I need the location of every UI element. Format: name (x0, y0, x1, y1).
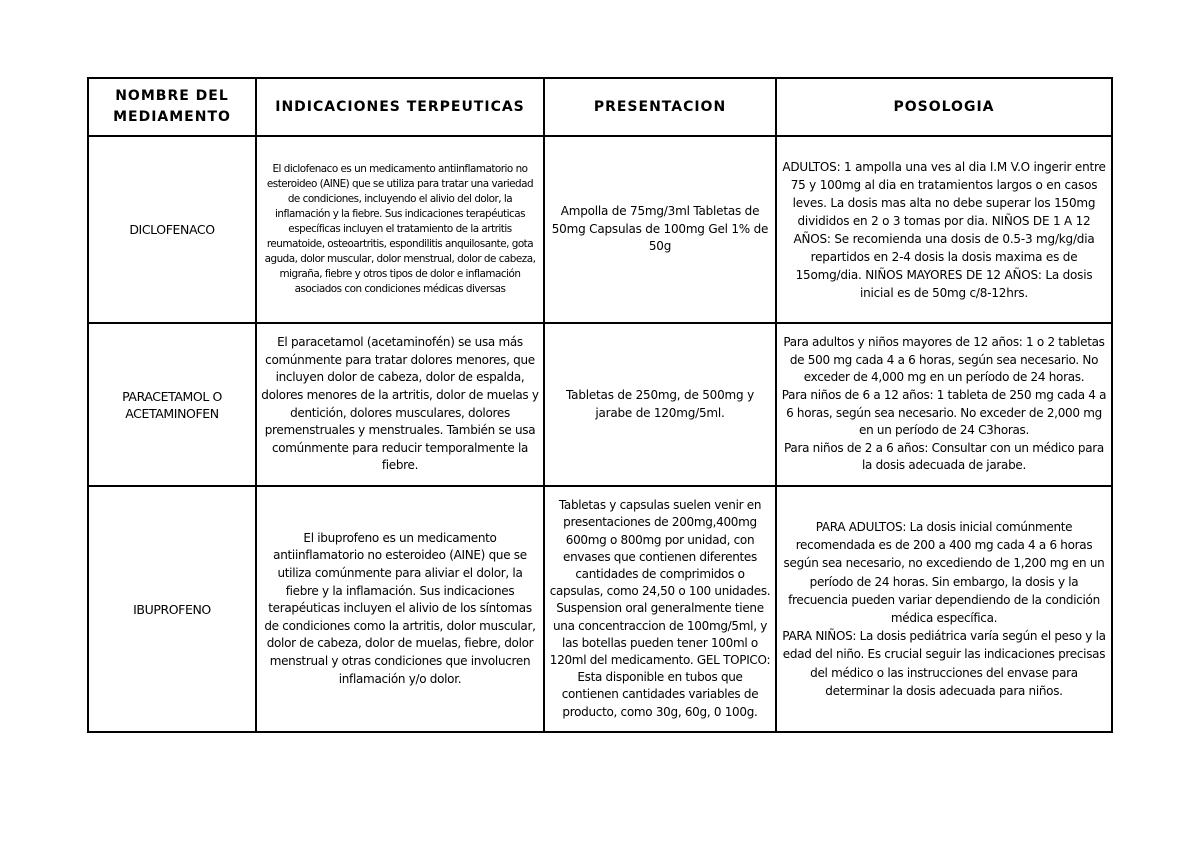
header-indications: INDICACIONES TERPEUTICAS (256, 78, 544, 136)
header-name-line2: MEDIAMENTO (113, 109, 231, 125)
posology-children: Para niños de 6 a 12 años: 1 tableta de 250 mg cada 4 a 6 horas, según sea necesario. No exceder de 2,000 mg en un período de 24 C3horas. (781, 387, 1107, 438)
posology-children: PARA NIÑOS: La dosis pediátrica varía según el peso y la edad del niño. Es crucial seguir las indicaciones precisas del médico o las instrucciones del envase para determinar la dosis adecuada para niños. (782, 629, 1106, 698)
cell-presentation: Ampolla de 75mg/3ml Tabletas de 50mg Capsulas de 100mg Gel 1% de 50g (544, 136, 776, 323)
cell-name: IBUPROFENO (88, 486, 256, 732)
cell-posology (776, 323, 1112, 486)
posology-adults: PARA ADULTOS: La dosis inicial comúnmente recomendada es de 200 a 400 mg cada 4 a 6 horas según sea necesario, no excediendo de 1,200 mg en un período de 24 horas. Sin embargo, la dosis y la frecuencia pueden variar dependiendo de la condición médica específica. (783, 519, 1105, 625)
table-row-diclofenaco (88, 136, 1112, 323)
cell-name: DICLOFENACO (88, 136, 256, 323)
cell-indications: El paracetamol (acetaminofén) se usa más comúnmente para tratar dolores menores, que incluyen dolor de cabeza, dolor de espalda, dolores menores de la artritis, dolor de muelas y dentición, dolores musculares, dolores premenstruales y menstruales. También se usa comúnmente para reducir temporalmente la fiebre. (256, 323, 544, 486)
cell-name-line1: PARACETAMOL O (122, 388, 222, 404)
medication-table-sheet (87, 77, 1111, 733)
header-name-line1: NOMBRE DEL (115, 88, 229, 104)
table-row-ibuprofeno (88, 486, 1112, 732)
medication-table (87, 77, 1113, 733)
header-posology: POSOLOGIA (776, 78, 1112, 136)
cell-indications: El ibuprofeno es un medicamento antiinflamatorio no esteroideo (AINE) que se utiliza comúnmente para aliviar el dolor, la fiebre y la inflamación. Sus indicaciones terapéuticas incluyen el alivio de los síntomas de condiciones como la artritis, dolor muscular, dolor de cabeza, dolor de muelas, fiebre, dolor menstrual y otras condiciones que involucren inflamación y/o dolor. (256, 486, 544, 732)
cell-name-line2: ACETAMINOFEN (125, 405, 219, 421)
cell-name (88, 323, 256, 486)
header-row (88, 78, 1112, 136)
cell-posology: ADULTOS: 1 ampolla una ves al dia I.M V.O ingerir entre 75 y 100mg al dia en tratamientos largos o en casos leves. La dosis mas alta no debe superar los 150mg divididos en 2 o 3 tomas por dia. NIÑOS DE 1 A 12 AÑOS: Se recomienda una dosis de 0.5-3 mg/kg/dia repartidos en 2-4 dosis la dosis maxima es de 15omg/dia. NIÑOS MAYORES DE 12 AÑOS: La dosis inicial es de 50mg c/8-12hrs. (776, 136, 1112, 323)
cell-posology (776, 486, 1112, 732)
cell-presentation: Tabletas de 250mg, de 500mg y jarabe de 120mg/5ml. (544, 323, 776, 486)
posology-adults: Para adultos y niños mayores de 12 años: 1 o 2 tabletas de 500 mg cada 4 a 6 horas, según sea necesario. No exceder de 4,000 mg en un período de 24 horas. (783, 335, 1105, 385)
cell-indications: El diclofenaco es un medicamento antiinflamatorio no esteroideo (AINE) que se utiliza para tratar una variedad de condiciones, incluyendo el alivio del dolor, la inflamación y la fiebre. Sus indicaciones terapéuticas específicas incluyen el tratamiento de la artritis reumatoide, osteoartritis, espondilitis anquilosante, gota aguda, dolor muscular, dolor menstrual, dolor de cabeza, migraña, fiebre y otros tipos de dolor e inflamación asociados con condiciones médicas diversas (256, 136, 544, 323)
header-presentation: PRESENTACION (544, 78, 776, 136)
table-row-paracetamol (88, 323, 1112, 486)
cell-presentation: Tabletas y capsulas suelen venir en presentaciones de 200mg,400mg 600mg o 800mg por unidad, con envases que contienen diferentes cantidades de comprimidos o capsulas, como 24,50 o 100 unidades. Suspension oral generalmente tiene una concentraccion de 100mg/5ml, y las botellas pueden tener 100ml o 120ml del medicamento. GEL TOPICO: Esta disponible en tubos que contienen cantidades variables de producto, como 30g, 60g, 0 100g. (544, 486, 776, 732)
posology-small-children: Para niños de 2 a 6 años: Consultar con un médico para la dosis adecuada de jarabe. (784, 440, 1104, 473)
header-name (88, 78, 256, 136)
